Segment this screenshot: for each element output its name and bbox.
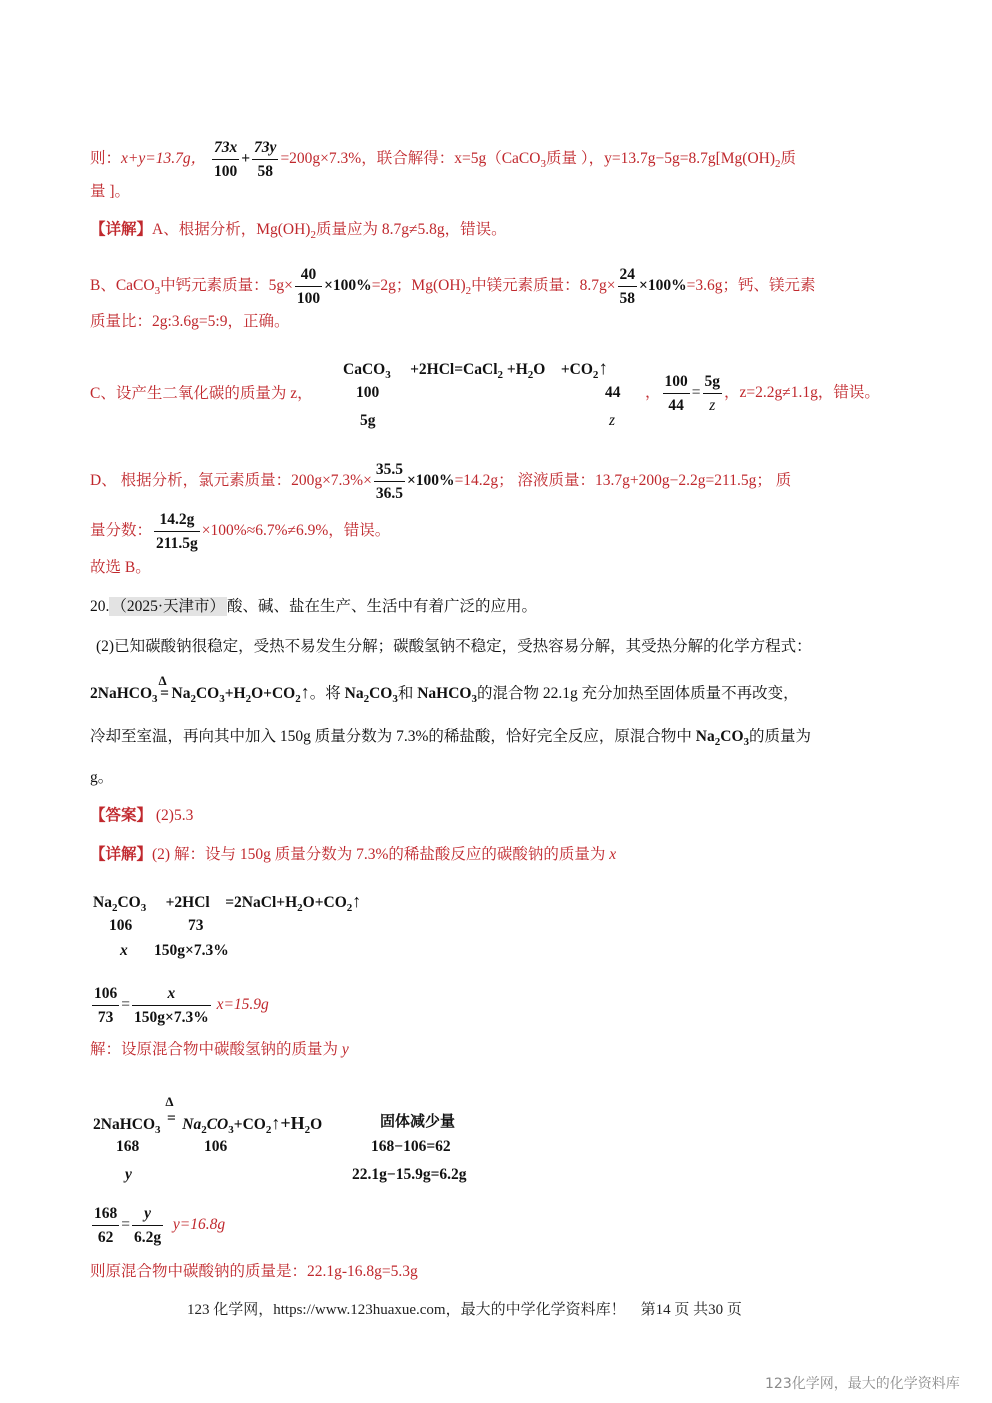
formula: CO — [195, 685, 220, 702]
subscript: 2 — [295, 693, 301, 705]
numerator: 106 — [92, 983, 119, 1006]
question-number: 20. — [90, 598, 110, 615]
mass-difference-formula: 168−106=62 — [371, 1138, 451, 1155]
footer-site-text[interactable]: 123 化学网，https://www.123huaxue.com，最大的中学化学资料库！ — [187, 1302, 626, 1318]
numerator: y — [132, 1203, 163, 1226]
solution-equation-line — [90, 137, 796, 182]
subscript: 2 — [775, 158, 781, 171]
formula: +H — [506, 361, 528, 378]
variable: x — [609, 846, 617, 863]
chem-equation-nahco3-decomp — [90, 673, 310, 705]
formula: O — [533, 361, 546, 378]
formula-na2co3 — [695, 728, 749, 748]
text: =2g；Mg(OH) — [371, 277, 466, 295]
let-y-line — [90, 1040, 349, 1060]
formula: 2NaHCO — [90, 685, 152, 702]
formula-na2co3 — [344, 685, 398, 705]
formula: Na — [93, 894, 112, 911]
fraction-73x-100 — [212, 137, 239, 182]
denominator: 100 — [213, 163, 238, 180]
denominator: 6.2g — [134, 1229, 162, 1246]
subscript: 3 — [154, 285, 161, 298]
subscript: 2 — [497, 369, 503, 381]
numerator: 24 — [618, 264, 638, 287]
formula: =2NaCl+H — [225, 894, 298, 911]
subscript: 2 — [190, 693, 196, 705]
text: ，z=2.2g≠1.1g，错误。 — [724, 384, 880, 402]
molar-mass-na2co3: 106 — [204, 1138, 228, 1155]
denominator: 100 — [296, 290, 321, 307]
fraction-x-150g — [132, 983, 211, 1028]
variable-x: x — [120, 942, 128, 959]
text: 量分数： — [90, 522, 153, 540]
subscript: 2 — [363, 693, 370, 705]
result-y: y=16.8g — [172, 1216, 226, 1234]
molar-mass-caco3: 100 — [356, 384, 380, 401]
up-arrow-icon: ↑ — [352, 891, 362, 911]
question-part-2-line-4: g。 — [90, 769, 114, 786]
fraction-5g-z — [703, 371, 723, 416]
text: 质量 ）， — [545, 150, 605, 168]
choice-text: 故选 B。 — [90, 559, 151, 576]
chem-equation-nahco3-decomp-2 — [93, 1094, 323, 1136]
formula: +H — [224, 685, 246, 702]
answer-line — [90, 806, 193, 826]
formula: CO — [720, 728, 744, 745]
formula: O — [310, 1116, 323, 1133]
subscript: 3 — [219, 693, 225, 705]
molar-mass-nahco3: 168 — [116, 1138, 140, 1155]
text: A、根据分析，Mg(OH) — [152, 221, 311, 238]
numerator: 40 — [295, 264, 322, 287]
detail-b-line-2: 质量比：2g:3.6g=5:9，正确。 — [90, 313, 290, 330]
up-arrow-icon: ↑ — [300, 682, 310, 702]
mass-hcl: 150g×7.3% — [154, 942, 229, 959]
heat-condition-icon: Δ = — [165, 1094, 176, 1127]
detail-c-proportion — [645, 371, 880, 416]
solution-line-2: 量 ]。 — [90, 183, 131, 200]
equals: = — [121, 996, 130, 1014]
fraction-y-6.2g — [132, 1203, 163, 1248]
detail-tag: 【详解】 — [90, 221, 153, 238]
formula: +2HCl — [165, 894, 210, 911]
chem-equation-caco3-hcl — [343, 358, 608, 380]
text: =3.6g；钙、镁元素 — [686, 277, 816, 295]
page-number: 第14 页 共30 页 — [640, 1302, 742, 1318]
subscript: 2 — [245, 693, 252, 705]
delta-symbol: Δ — [158, 673, 167, 688]
mass-co2-var: z — [609, 412, 616, 429]
question-source-tag[interactable]: （2025·天津市） — [111, 598, 226, 615]
fraction-100-44 — [663, 371, 690, 416]
subscript: 2 — [465, 285, 472, 298]
denominator: 36.5 — [375, 485, 403, 502]
detail-tag: 【详解】 — [90, 846, 153, 863]
subscript: 3 — [540, 158, 546, 171]
subscript: 3 — [385, 369, 391, 381]
text: y=13.7g−5g=8.7g[Mg(OH) — [604, 150, 775, 168]
text: =14.2g； 溶液质量：13.7g+200g−2.2g=211.5g； 质 — [454, 472, 792, 490]
heat-condition-icon: Δ = — [158, 673, 169, 702]
watermark: 123化学网，最大的化学资料库 — [765, 1376, 960, 1392]
equals: = — [691, 384, 701, 402]
subscript: 2 — [714, 736, 721, 748]
numerator: x — [132, 983, 211, 1006]
text: 质量应为 8.7g≠5.8g，错误。 — [315, 221, 507, 238]
text: B、CaCO — [90, 277, 155, 295]
numerator: 73y — [252, 137, 278, 160]
numerator: 5g — [703, 371, 723, 394]
up-arrow-icon: ↑ — [598, 358, 608, 379]
proportion-2 — [90, 1203, 225, 1248]
molar-mass-na2co3: 106 — [109, 917, 133, 934]
subscript: 2 — [592, 369, 599, 381]
question-part-2-line-2 — [90, 673, 799, 705]
question-20-header — [90, 597, 537, 617]
text: 解：设原混合物中碳酸氢钠的质量为 — [90, 1041, 342, 1058]
formula: O+CO — [251, 685, 296, 702]
detail-d — [90, 459, 791, 504]
text: 的质量为 — [749, 728, 812, 745]
equals: = — [121, 1216, 130, 1234]
detail-c-text: C、设产生二氧化碳的质量为 z， — [90, 385, 313, 402]
percent: ×100% — [406, 472, 455, 490]
question-part-2-line-1: (2)已知碳酸钠很稳定，受热不易发生分解；碳酸氢钠不稳定，受热容易分解，其受热分解的化学方程式： — [96, 638, 812, 655]
denominator: 62 — [97, 1229, 114, 1246]
chem-equation-na2co3-hcl — [93, 891, 361, 912]
answer-value: (2)5.3 — [152, 807, 194, 824]
text: ， — [645, 384, 661, 402]
text: 冷却至室温，再向其中加入 150g 质量分数为 7.3%的稀盐酸，恰好完全反应，原混合物中 — [90, 728, 696, 745]
text: 则： — [90, 150, 122, 168]
text: x+y=13.7g， — [121, 150, 207, 168]
mass-reduction-actual: 22.1g−15.9g=6.2g — [352, 1166, 467, 1183]
formula: CO — [206, 1116, 229, 1133]
subscript: 3 — [140, 902, 147, 914]
subscript: 3 — [228, 1124, 234, 1136]
text: 中镁元素质量：8.7g× — [471, 277, 616, 295]
text: 的混合物 22.1g 充分加热至固体质量不再改变， — [476, 685, 799, 702]
denominator: 211.5g — [156, 535, 198, 552]
formula: O+CO — [302, 894, 347, 911]
delta-symbol: Δ — [165, 1094, 174, 1109]
text: 质 — [780, 150, 797, 168]
proportion-1 — [90, 983, 269, 1028]
subscript: 2 — [265, 1124, 272, 1136]
text: D、 根据分析，氯元素质量：200g×7.3%× — [90, 472, 372, 490]
subscript: 3 — [152, 693, 158, 705]
numerator: 35.5 — [374, 459, 405, 482]
detail-a — [90, 220, 507, 240]
subscript: 3 — [155, 1124, 161, 1136]
subscript: 2 — [111, 902, 118, 914]
denominator: z — [709, 397, 716, 414]
fraction-106-73 — [92, 983, 119, 1028]
formula: =CaCl — [454, 361, 498, 378]
formula: +CO — [560, 361, 593, 378]
formula: 2NaHCO — [93, 1116, 155, 1133]
molar-mass-hcl: 73 — [188, 917, 204, 934]
numerator: 14.2g — [154, 509, 200, 532]
solid-reduction-label: 固体减少量 — [380, 1112, 456, 1130]
plus: + — [241, 150, 251, 168]
text: 和 — [397, 685, 418, 702]
up-arrow-icon: ↑+H — [271, 1113, 305, 1133]
question-stem: 酸、碱、盐在生产、生活中有着广泛的应用。 — [227, 598, 538, 615]
detail-b — [90, 264, 816, 309]
molar-mass-co2: 44 — [605, 384, 621, 401]
formula: +2HCl — [410, 361, 455, 378]
denominator: 150g×7.3% — [134, 1009, 209, 1026]
mass-caco3: 5g — [360, 412, 376, 429]
formula: NaHCO — [417, 685, 472, 702]
conclusion-line: 则原混合物中碳酸钠的质量是：22.1g-16.8g=5.3g — [90, 1263, 418, 1280]
denominator: 58 — [257, 163, 273, 180]
denominator: 73 — [97, 1009, 114, 1026]
formula: +CO — [233, 1116, 266, 1133]
variable-y: y — [125, 1166, 132, 1183]
fraction-73y-58 — [252, 137, 278, 182]
subscript: 2 — [201, 1124, 207, 1136]
formula-nahco3 — [417, 685, 477, 705]
answer-tag: 【答案】 — [90, 807, 153, 824]
subscript: 2 — [310, 229, 316, 241]
numerator: 100 — [663, 371, 690, 394]
formula: Na — [171, 685, 191, 702]
numerator: 168 — [92, 1203, 119, 1226]
formula: CO — [369, 685, 393, 702]
fraction-14.2g-211.5g — [154, 509, 200, 554]
subscript: 2 — [304, 1124, 311, 1136]
text: 。将 — [309, 685, 345, 702]
denominator: 58 — [619, 290, 636, 307]
formula: Na — [695, 728, 715, 745]
fraction-168-62 — [92, 1203, 119, 1248]
subscript: 3 — [743, 736, 749, 748]
fraction-24-58 — [618, 264, 638, 309]
text: 中钙元素质量：5g× — [160, 277, 293, 295]
formula: Na — [344, 685, 364, 702]
detail-d-line-2 — [90, 509, 390, 554]
subscript: 2 — [346, 902, 353, 914]
subscript: 3 — [471, 693, 477, 705]
text: x=5g（CaCO — [454, 150, 541, 168]
subscript: 2 — [527, 369, 534, 381]
variable: y — [341, 1041, 349, 1058]
percent: ×100% — [324, 277, 372, 295]
result-x: x=15.9g — [216, 996, 269, 1014]
subscript: 3 — [392, 693, 398, 705]
formula: CaCO — [343, 361, 386, 378]
text: ×100%≈6.7%≠6.9%，错误。 — [201, 522, 391, 540]
text: =200g×7.3%，联合解得： — [280, 150, 455, 168]
text: (2) 解：设与 150g 质量分数为 7.3%的稀盐酸反应的碳酸钠的质量为 — [152, 846, 610, 863]
formula: CO — [117, 894, 141, 911]
fraction-35.5-36.5 — [374, 459, 405, 504]
detail-line — [90, 845, 616, 865]
fraction-40-100 — [295, 264, 322, 309]
percent: ×100% — [639, 277, 687, 295]
formula: Na — [182, 1116, 202, 1133]
numerator: 73x — [212, 137, 239, 160]
question-part-2-line-3 — [90, 727, 811, 747]
subscript: 2 — [297, 902, 303, 914]
denominator: 44 — [668, 397, 684, 414]
page-footer — [187, 1298, 742, 1319]
